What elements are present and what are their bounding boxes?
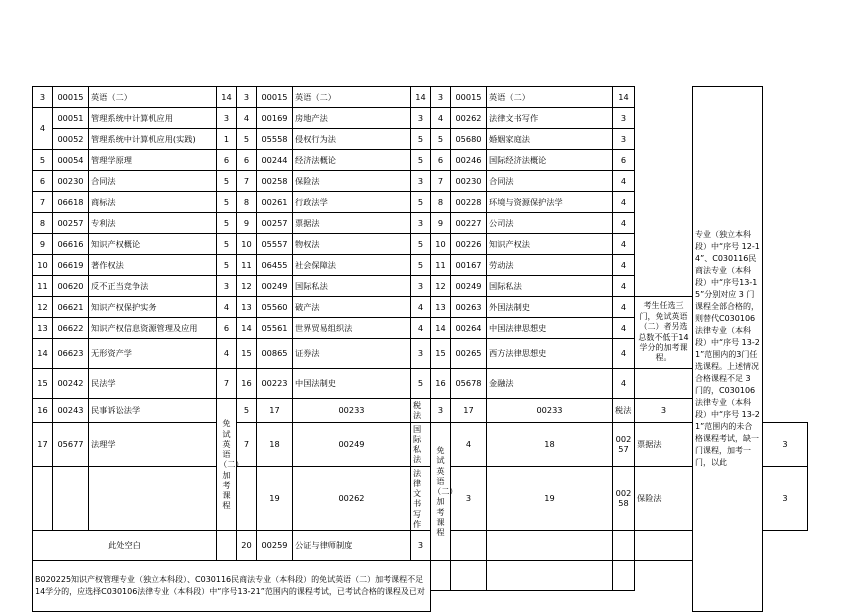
cell-name: 世界贸易组织法	[293, 318, 411, 339]
cell-code: 05558	[257, 129, 293, 150]
cell-seq: 15	[431, 339, 451, 369]
cell-name: 金融法	[487, 369, 613, 399]
cell-code: 00227	[451, 213, 487, 234]
cell-name: 税法	[613, 399, 635, 423]
cell-name: 民事诉讼法学	[89, 399, 217, 423]
cell-seq: 8	[237, 192, 257, 213]
spacer-cell	[635, 255, 693, 276]
table-row	[33, 531, 808, 561]
cell-credit: 3	[763, 422, 808, 466]
cell-name: 税法	[411, 399, 431, 423]
cell-seq: 6	[431, 150, 451, 171]
cell-credit: 6	[217, 318, 237, 339]
cell-seq: 19	[487, 466, 613, 531]
cell-code: 00258	[613, 466, 635, 531]
table-row	[33, 255, 808, 276]
cell-credit: 4	[411, 297, 431, 318]
cell-name: 劳动法	[487, 255, 613, 276]
cell-name: 公司法	[487, 213, 613, 234]
spacer-cell	[635, 234, 693, 255]
spacer-cell	[635, 192, 693, 213]
blank-cell-label: 此处空白	[33, 531, 217, 561]
cell-credit: 4	[217, 297, 237, 318]
cell-seq: 6	[237, 150, 257, 171]
cell-credit: 3	[411, 171, 431, 192]
cell-name: 法律文书写作	[411, 466, 431, 531]
cell-code: 00259	[257, 531, 293, 561]
cell-seq	[33, 466, 53, 531]
spacer-cell	[613, 591, 635, 612]
cell-seq: 11	[237, 255, 257, 276]
cell-credit: 5	[411, 150, 431, 171]
cell-code: 00262	[451, 108, 487, 129]
table-row	[33, 276, 808, 297]
cell-seq: 15	[237, 339, 257, 369]
cell-seq: 16	[431, 369, 451, 399]
cell-seq: 12	[33, 297, 53, 318]
cell-credit: 4	[451, 422, 487, 466]
cell-name: 侵权行为法	[293, 129, 411, 150]
cell-code: 00865	[257, 339, 293, 369]
cell-name: 社会保障法	[293, 255, 411, 276]
cell-name: 管理系统中计算机应用(实践)	[89, 129, 217, 150]
cell-code: 00244	[257, 150, 293, 171]
cell-credit: 5	[411, 369, 431, 399]
cell-seq: 9	[431, 213, 451, 234]
cell-code: 00257	[613, 422, 635, 466]
cell-credit-empty	[217, 531, 237, 561]
cell-code: 00620	[53, 276, 89, 297]
spacer-cell	[635, 276, 693, 297]
cell-credit: 3	[411, 276, 431, 297]
cell-code: 00223	[257, 369, 293, 399]
cell-name: 英语（二）	[487, 87, 613, 108]
cell-code: 00249	[257, 276, 293, 297]
cell-seq: 7	[237, 171, 257, 192]
cell-name: 中国法律思想史	[487, 318, 613, 339]
cell-name: 无形资产学	[89, 339, 217, 369]
cell-seq: 19	[257, 466, 293, 531]
cell-credit: 4	[613, 369, 635, 399]
cell-credit: 7	[217, 369, 237, 399]
cell-credit: 4	[613, 234, 635, 255]
cell-name	[487, 561, 613, 591]
cell-code: 06622	[53, 318, 89, 339]
cell-code: 00249	[293, 422, 411, 466]
cell-seq: 13	[431, 297, 451, 318]
table-row	[33, 171, 808, 192]
cell-code: 05560	[257, 297, 293, 318]
cell-credit: 4	[613, 318, 635, 339]
cell-code: 00257	[53, 213, 89, 234]
cell-seq: 20	[237, 531, 257, 561]
cell-code: 00015	[257, 87, 293, 108]
exempt-label-a: 免试英语（二）加考课程	[217, 399, 237, 531]
cell-name: 环境与资源保护法学	[487, 192, 613, 213]
spacer-cell	[635, 87, 693, 108]
cell-seq: 14	[431, 318, 451, 339]
cell-code: 00263	[451, 297, 487, 318]
cell-credit: 5	[411, 255, 431, 276]
cell-seq: 6	[33, 171, 53, 192]
cell-seq: 4	[431, 108, 451, 129]
cell-code	[53, 466, 89, 531]
table-row	[33, 234, 808, 255]
cell-name: 知识产权法	[487, 234, 613, 255]
cell-name: 公证与律师制度	[293, 531, 411, 561]
cell-code: 05557	[257, 234, 293, 255]
table-row	[33, 108, 808, 129]
cell-seq: 17	[33, 422, 53, 466]
cell-credit: 3	[613, 129, 635, 150]
cell-credit: 5	[217, 234, 237, 255]
cell-seq: 18	[487, 422, 613, 466]
table-row	[33, 150, 808, 171]
cell-seq: 16	[33, 399, 53, 423]
cell-seq	[451, 531, 487, 561]
cell-code: 00052	[53, 129, 89, 150]
cell-code: 00228	[451, 192, 487, 213]
cell-credit: 5	[217, 255, 237, 276]
cell-name: 行政法学	[293, 192, 411, 213]
cell-code: 00015	[451, 87, 487, 108]
table-row	[33, 192, 808, 213]
cell-code	[487, 531, 613, 561]
cell-code: 00242	[53, 369, 89, 399]
cell-name: 国际私法	[293, 276, 411, 297]
cell-name: 知识产权信息资源管理及应用	[89, 318, 217, 339]
cell-seq: 16	[237, 369, 257, 399]
cell-code: 00051	[53, 108, 89, 129]
cell-name	[613, 531, 635, 561]
cell-code: 00257	[257, 213, 293, 234]
footer-note: B020225知识产权管理专业（独立本科段）、C030116民商法专业（本科段）的免试英语（二）加考课程不足14学分的，应选择C030106法律专业（本科段）中“序号13-21”范围内的课程考试，已考试合格的课程及已对	[33, 561, 431, 612]
cell-code: 00015	[53, 87, 89, 108]
cell-seq: 18	[257, 422, 293, 466]
table-row	[33, 129, 808, 150]
cell-credit: 3	[217, 276, 237, 297]
table-row	[33, 369, 808, 399]
cell-credit: 3	[635, 399, 693, 423]
cell-name: 票据法	[635, 422, 693, 466]
cell-seq: 12	[237, 276, 257, 297]
cell-code: 05680	[451, 129, 487, 150]
cell-credit: 4	[613, 213, 635, 234]
cell-code: 06623	[53, 339, 89, 369]
cell-code: 06621	[53, 297, 89, 318]
cell-credit: 14	[217, 87, 237, 108]
cell-seq: 7	[431, 171, 451, 192]
cell-credit: 4	[613, 339, 635, 369]
cell-name: 西方法律思想史	[487, 339, 613, 369]
cell-code: 00169	[257, 108, 293, 129]
spacer-cell	[635, 171, 693, 192]
cell-name: 法律文书写作	[487, 108, 613, 129]
cell-credit: 5	[237, 399, 257, 423]
cell-credit: 5	[411, 234, 431, 255]
cell-credit: 1	[217, 129, 237, 150]
spacer-cell	[635, 129, 693, 150]
cell-name: 法理学	[89, 422, 217, 466]
cell-name: 经济法概论	[293, 150, 411, 171]
cell-seq: 10	[431, 234, 451, 255]
cell-seq	[431, 561, 451, 591]
cell-name: 房地产法	[293, 108, 411, 129]
cell-code	[451, 561, 487, 591]
cell-code: 00233	[487, 399, 613, 423]
cell-credit: 3	[411, 531, 431, 561]
cell-credit: 14	[613, 87, 635, 108]
cell-name: 专利法	[89, 213, 217, 234]
cell-code: 00054	[53, 150, 89, 171]
cell-code: 00265	[451, 339, 487, 369]
spacer-cell	[635, 561, 693, 591]
cell-name: 商标法	[89, 192, 217, 213]
cell-credit: 4	[217, 339, 237, 369]
cell-code: 06616	[53, 234, 89, 255]
cell-seq: 15	[33, 369, 53, 399]
sidebar-note: 专业（独立本科段）中“序号 12-14”、C030116民商法专业（本科段）中“序号13-15”分别对应 3 门课程全部合格的，则替代C030106法律专业（本科段）中“序号 13-21”范围内的3门任选课程。上述情况合格课程不足 3 门的，C030106法律专业（本科段）中“序号 13-21”范围内的未合格课程考试，缺一门课程，加考一门，以此	[693, 87, 763, 612]
table-row	[33, 466, 808, 531]
spacer-cell	[451, 591, 487, 612]
cell-name: 婚姻家庭法	[487, 129, 613, 150]
cell-name: 合同法	[487, 171, 613, 192]
cell-credit: 4	[613, 171, 635, 192]
spacer-cell	[431, 591, 451, 612]
cell-seq: 8	[33, 213, 53, 234]
cell-seq: 3	[431, 87, 451, 108]
cell-credit: 3	[217, 108, 237, 129]
cell-credit: 5	[411, 192, 431, 213]
table-row	[33, 422, 808, 466]
cell-credit: 3	[411, 339, 431, 369]
course-exemption-table	[32, 86, 808, 612]
cell-seq: 13	[33, 318, 53, 339]
cell-name: 英语（二）	[89, 87, 217, 108]
cell-code: 05677	[53, 422, 89, 466]
cell-name: 著作权法	[89, 255, 217, 276]
cell-credit: 5	[217, 171, 237, 192]
cell-credit: 6	[613, 150, 635, 171]
spacer-cell	[487, 591, 613, 612]
cell-name: 管理系统中计算机应用	[89, 108, 217, 129]
table-row	[33, 87, 808, 108]
cell-name: 国际经济法概论	[487, 150, 613, 171]
cell-code: 00258	[257, 171, 293, 192]
cell-credit: 5	[217, 213, 237, 234]
cell-credit: 3	[411, 108, 431, 129]
cell-seq: 12	[431, 276, 451, 297]
cell-credit	[635, 531, 693, 561]
cell-seq: 4	[237, 108, 257, 129]
cell-seq: 14	[237, 318, 257, 339]
cell-seq: 3	[33, 87, 53, 108]
cell-seq: 9	[33, 234, 53, 255]
selection-note: 考生任选三门，免试英语（二）者另选总数不低于14学分的加考课程。	[635, 297, 693, 369]
cell-credit: 14	[411, 87, 431, 108]
cell-seq: 11	[33, 276, 53, 297]
cell-credit: 5	[217, 192, 237, 213]
cell-code: 06455	[257, 255, 293, 276]
cell-seq: 5	[237, 129, 257, 150]
cell-credit: 3	[411, 213, 431, 234]
cell-name: 知识产权保护实务	[89, 297, 217, 318]
cell-credit: 5	[411, 129, 431, 150]
cell-seq: 4	[33, 108, 53, 150]
cell-credit: 3	[763, 466, 808, 531]
cell-credit: 6	[217, 150, 237, 171]
cell-name: 反不正当竞争法	[89, 276, 217, 297]
cell-name: 管理学原理	[89, 150, 217, 171]
cell-credit: 4	[613, 297, 635, 318]
cell-code: 06618	[53, 192, 89, 213]
spacer-cell	[635, 150, 693, 171]
cell-name: 知识产权概论	[89, 234, 217, 255]
cell-seq: 17	[257, 399, 293, 423]
cell-code: 00264	[451, 318, 487, 339]
cell-code: 00167	[451, 255, 487, 276]
cell-code: 05678	[451, 369, 487, 399]
cell-code: 00262	[293, 466, 411, 531]
cell-credit: 4	[613, 276, 635, 297]
cell-code: 00243	[53, 399, 89, 423]
cell-credit	[237, 466, 257, 531]
cell-name: 合同法	[89, 171, 217, 192]
cell-credit: 3	[613, 108, 635, 129]
cell-credit: 3	[431, 399, 451, 423]
cell-name: 票据法	[293, 213, 411, 234]
cell-code: 06619	[53, 255, 89, 276]
cell-credit: 4	[613, 192, 635, 213]
cell-seq: 11	[431, 255, 451, 276]
cell-seq: 9	[237, 213, 257, 234]
cell-code: 00230	[53, 171, 89, 192]
cell-name: 保险法	[635, 466, 693, 531]
cell-name: 证券法	[293, 339, 411, 369]
cell-credit: 4	[613, 255, 635, 276]
table-row	[33, 213, 808, 234]
cell-seq: 10	[237, 234, 257, 255]
exempt-label-b: 免试英语（二）加考课程	[431, 422, 451, 561]
cell-code: 00226	[451, 234, 487, 255]
cell-code: 00246	[451, 150, 487, 171]
cell-seq: 10	[33, 255, 53, 276]
cell-seq: 5	[431, 129, 451, 150]
table-row	[33, 561, 808, 591]
cell-seq: 8	[431, 192, 451, 213]
cell-name: 民法学	[89, 369, 217, 399]
cell-name: 国际私法	[487, 276, 613, 297]
cell-name: 物权法	[293, 234, 411, 255]
cell-name: 英语（二）	[293, 87, 411, 108]
cell-name: 保险法	[293, 171, 411, 192]
cell-credit: 4	[411, 318, 431, 339]
cell-code: 00230	[451, 171, 487, 192]
cell-credit: 3	[451, 466, 487, 531]
cell-name: 国际私法	[411, 422, 431, 466]
spacer-cell	[635, 213, 693, 234]
cell-code: 00261	[257, 192, 293, 213]
cell-code: 00233	[293, 399, 411, 423]
spacer-cell	[635, 108, 693, 129]
table-row	[33, 297, 808, 318]
cell-credit: 7	[237, 422, 257, 466]
cell-seq: 14	[33, 339, 53, 369]
cell-credit	[613, 561, 635, 591]
cell-code: 00249	[451, 276, 487, 297]
spacer-cell	[635, 591, 693, 612]
cell-seq: 5	[33, 150, 53, 171]
cell-seq: 7	[33, 192, 53, 213]
cell-seq: 3	[237, 87, 257, 108]
cell-seq: 13	[237, 297, 257, 318]
cell-name: 破产法	[293, 297, 411, 318]
cell-name: 中国法制史	[293, 369, 411, 399]
cell-code: 05561	[257, 318, 293, 339]
cell-seq: 17	[451, 399, 487, 423]
cell-name	[89, 466, 217, 531]
cell-name: 外国法制史	[487, 297, 613, 318]
table-row	[33, 399, 808, 423]
